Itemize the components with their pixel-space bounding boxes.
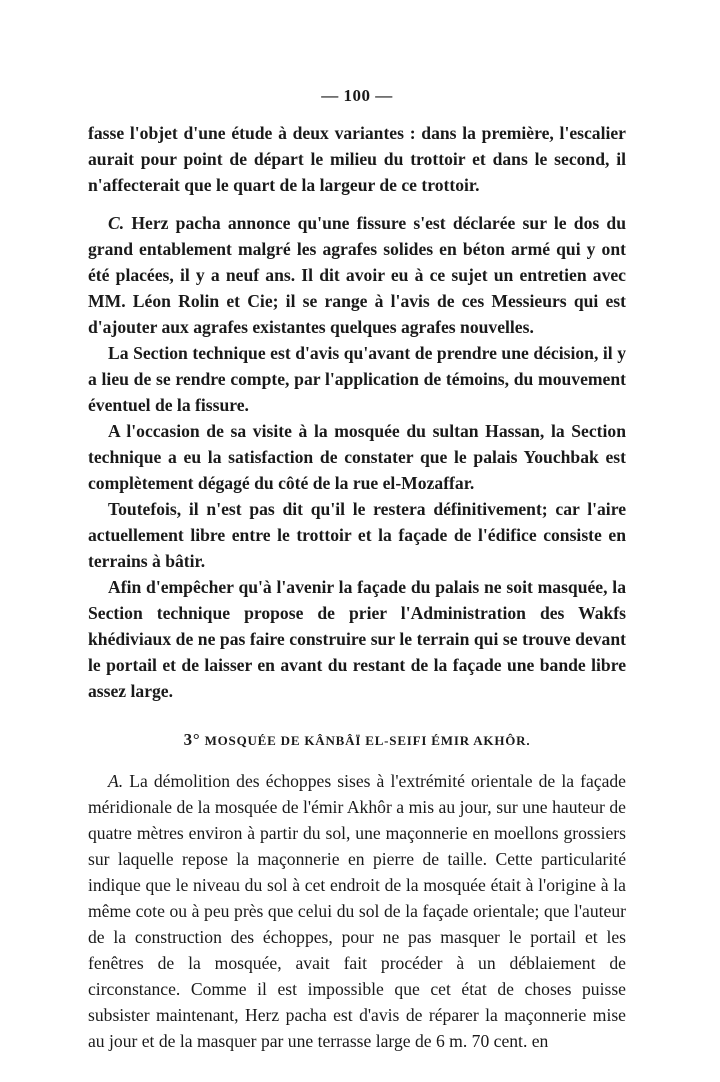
section-paragraph-text: La démolition des échoppes sises à l'extrémité orientale de la façade méridionale de la mosquée de l'émir Akhôr a mis au jour, sur une hauteur de quatre mètres environ à partir du sol, une maçonnerie en moellons grossiers sur laquelle repose la maçonnerie en pierre de taille. Cette particularité indique que le niveau du sol à cet endroit de la mosquée était à l'origine à la même cote ou à peu près que celui du sol de la façade orientale; que l'auteur de la construction des échoppes, pour ne pas masquer le portail et les fenêtres de la mosquée, avait fait procéder à un déblaiement de circonstance. Comme il est impossible que cet état de choses puisse subsister maintenant, Herz pacha est d'avis de réparer la maçonnerie mise au jour et de la masquer par une terrasse large de 6 m. 70 cent. en (88, 771, 626, 1051)
paragraph-2-label: C. (108, 213, 125, 233)
section-heading (88, 730, 626, 750)
section-heading-number: 3° (183, 730, 201, 749)
section-paragraph (88, 768, 626, 1054)
paragraph-4 (88, 418, 626, 496)
paragraph-4-text: A l'occasion de sa visite à la mosquée du sultan Hassan, la Section technique a eu la satisfaction de constater que le palais Youchbak est complètement dégagé du côté de la rue el-Mozaffar. (88, 421, 626, 493)
paragraph-3 (88, 340, 626, 418)
section-heading-title: MOSQUÉE DE KÂNBÂÏ EL-SEIFI ÉMIR AKHÔR. (204, 733, 531, 748)
paragraph-1 (88, 120, 626, 198)
paragraph-3-text: La Section technique est d'avis qu'avant de prendre une décision, il y a lieu de se rendre compte, par l'application de témoins, du mouvement éventuel de la fissure. (88, 343, 626, 415)
paragraph-5-text: Toutefois, il n'est pas dit qu'il le restera définitivement; car l'aire actuellement libre entre le trottoir et la façade de l'édifice consiste en terrains à bâtir. (88, 499, 626, 571)
paragraph-6-text: Afin d'empêcher qu'à l'avenir la façade du palais ne soit masquée, la Section technique propose de prier l'Administration des Wakfs khédiviaux de ne pas faire construire sur le terrain qui se trouve devant le portail et de laisser en avant du restant de la façade une bande libre assez large. (88, 577, 626, 701)
document-page (88, 86, 626, 1054)
section-paragraph-label: A. (108, 771, 124, 791)
paragraph-5 (88, 496, 626, 574)
paragraph-1-text: fasse l'objet d'une étude à deux variantes : dans la première, l'escalier aurait pour point de départ le milieu du trottoir et dans le second, il n'affecterait que le quart de la largeur de ce trottoir. (88, 123, 626, 195)
paragraph-2-text: Herz pacha annonce qu'une fissure s'est déclarée sur le dos du grand entablement malgré les agrafes solides en béton armé qui y ont été placées, il y a neuf ans. Il dit avoir eu à ce sujet un entretien avec MM. Léon Rolin et Cie; il se range à l'avis de ces Messieurs qui est d'ajouter aux agrafes existantes quelques agrafes nouvelles. (88, 213, 626, 337)
paragraph-6 (88, 574, 626, 704)
paragraph-2 (88, 210, 626, 340)
page-number: — 100 — (321, 86, 393, 105)
